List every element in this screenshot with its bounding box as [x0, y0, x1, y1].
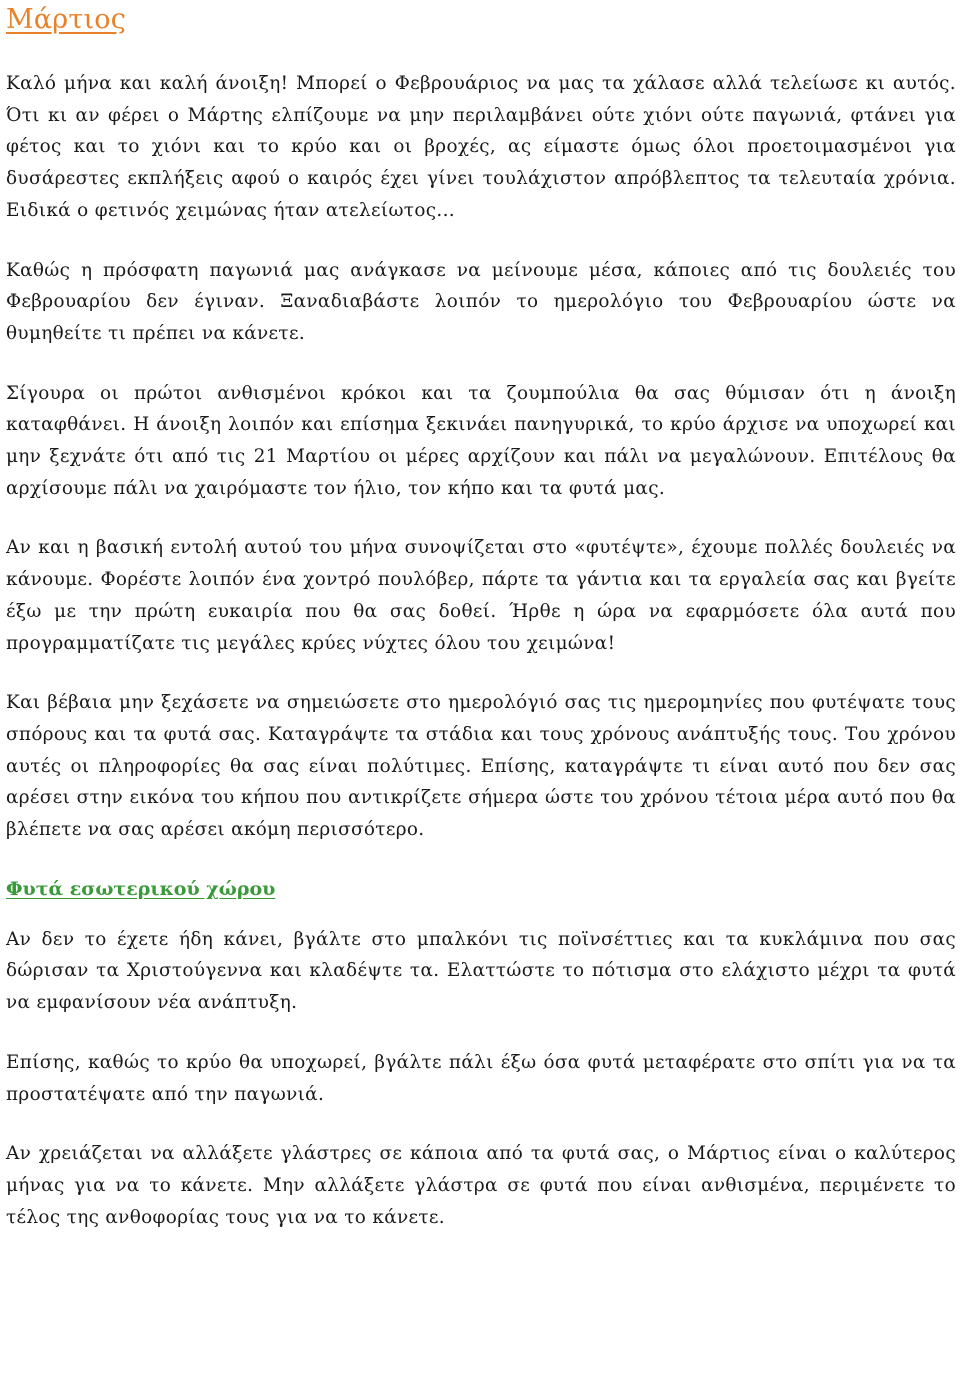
intro-paragraph-4: Αν και η βασική εντολή αυτού του μήνα συνοψίζεται στο «φυτέψτε», έχουμε πολλές δουλειές να κάνουμε. Φορέστε λοιπόν ένα χοντρό πουλόβερ, πάρτε τα γάντια και τα εργαλεία σας και βγείτε έξω με την πρώτη ευκαιρία που θα σας δοθεί. Ήρθε η ώρα να εφαρμόσετε όλα αυτά που προγραμματίζατε τις μεγάλες κρύες νύχτες όλου του χειμώνα! — [6, 537, 956, 654]
page-title: Μάρτιος — [6, 4, 127, 35]
intro-paragraph-3: Σίγουρα οι πρώτοι ανθισμένοι κρόκοι και τα ζουμπούλια θα σας θύμισαν ότι η άνοιξη καταφθάνει. Η άνοιξη λοιπόν και επίσημα ξεκινάει πανηγυρικά, το κρύο άρχισε να υποχωρεί και μην ξεχνάτε ότι από τις 21 Μαρτίου οι μέρες αρχίζουν και πάλι να μεγαλώνουν. Επιτέλους θα αρχίσουμε πάλι να χαιρόμαστε τον ήλιο, τον κήπο και τα φυτά μας. — [6, 382, 956, 499]
intro-paragraph-5: Και βέβαια μην ξεχάσετε να σημειώσετε στο ημερολόγιό σας τις ημερομηνίες που φυτέψατε τους σπόρους και τα φυτά σας. Καταγράψτε τα στάδια και τους χρόνους ανάπτυξής τους. Του χρόνου αυτές οι πληροφορίες θα σας είναι πολύτιμες. Επίσης, καταγράψτε τι είναι αυτό που δεν σας αρέσει στην εικόνα του κήπου που αντικρίζετε σήμερα ώστε του χρόνου τέτοια μέρα αυτό που θα βλέπετε να σας αρέσει ακόμη περισσότερο. — [6, 692, 956, 841]
section-heading-indoor-plants: Φυτά εσωτερικού χώρου — [6, 877, 276, 900]
intro-paragraph-2: Καθώς η πρόσφατη παγωνιά μας ανάγκασε να μείνουμε μέσα, κάποιες από τις δουλειές του Φεβρουαρίου δεν έγιναν. Ξαναδιαβάστε λοιπόν το ημερολόγιο του Φεβρουαρίου ώστε να θυμηθείτε τι πρέπει να κάνετε. — [6, 259, 956, 344]
section-paragraph-3: Αν χρειάζεται να αλλάξετε γλάστρες σε κάποια από τα φυτά σας, ο Μάρτιος είναι ο καλύτερος μήνας για να το κάνετε. Μην αλλάξετε γλάστρα σε φυτά που είναι ανθισμένα, περιμένετε το τέλος της ανθοφορίας τους για να το κάνετε. — [6, 1143, 956, 1228]
document-page — [6, 0, 956, 1233]
intro-paragraph-1: Καλό μήνα και καλή άνοιξη! Μπορεί ο Φεβρουάριος να μας τα χάλασε αλλά τελείωσε κι αυτός. Ότι κι αν φέρει ο Μάρτης ελπίζουμε να μην περιλαμβάνει ούτε χιόνι ούτε παγωνιά, φτάνει για φέτος και το χιόνι και το κρύο και οι βροχές, ας είμαστε όμως όλοι προετοιμασμένοι για δυσάρεστες εκπλήξεις αφού ο καιρός έχει γίνει τουλάχιστον απρόβλεπτος τα τελευταία χρόνια. Ειδικά ο φετινός χειμώνας ήταν ατελείωτος... — [6, 73, 956, 221]
section-paragraph-1: Αν δεν το έχετε ήδη κάνει, βγάλτε στο μπαλκόνι τις ποϊνσέττιες και τα κυκλάμινα που σας δώρισαν τα Χριστούγεννα και κλαδέψτε τα. Ελαττώστε το πότισμα στο ελάχιστο μέχρι τα φυτά να εμφανίσουν νέα ανάπτυξη. — [6, 928, 956, 1014]
section-paragraph-2: Επίσης, καθώς το κρύο θα υποχωρεί, βγάλτε πάλι έξω όσα φυτά μεταφέρατε στο σπίτι για να τα προστατέψατε από την παγωνιά. — [6, 1051, 956, 1105]
